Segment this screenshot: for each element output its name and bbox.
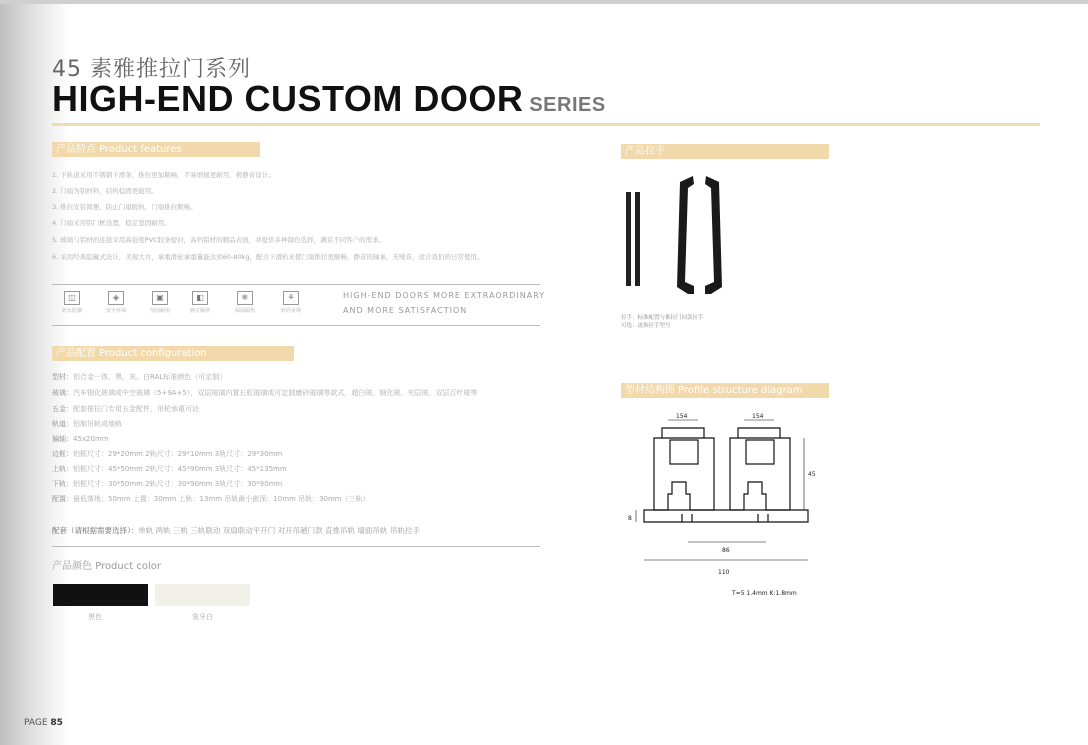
spec-value: 铝框尺寸：45*50mm 2轨尺寸：45*90mm 3轨尺寸：45*135mm	[73, 465, 287, 473]
handle-bracket-right	[705, 176, 722, 294]
feature-icon-label: 时尚美观	[280, 308, 301, 314]
spec-row	[52, 419, 122, 429]
profile-left-outline	[654, 438, 714, 510]
profile-left-top	[662, 428, 704, 438]
profile-right-outline	[730, 438, 790, 510]
feature-item: 3. 推拉安装简便，防止门扇脱轨，门扇推拉顺畅。	[52, 203, 197, 211]
page-title	[52, 78, 606, 120]
feature-icon-label: 保温隔热	[234, 308, 255, 314]
profile-label: 型材结构图 Profile structure diagram	[621, 383, 829, 398]
style-icon: ⚘	[283, 291, 299, 305]
feature-item: 1. 下轨道采用不锈钢下滑条，推拉更加顺畅，不易磨损更耐用，极静音设计。	[52, 171, 275, 179]
page-number: 85	[50, 718, 63, 728]
features-label: 产品特点 Product features	[52, 142, 260, 157]
feature-icon-label: 静音顺滑	[189, 308, 210, 314]
profile-base-grooves	[682, 514, 768, 522]
spec-value: 铝框尺寸：29*20mm 2轨尺寸：29*10mm 3轨尺寸：29*30mm	[73, 450, 283, 458]
feature-icon-item	[182, 291, 218, 314]
slogan-line: HIGH-END DOORS MORE EXTRAORDINARY	[343, 291, 546, 300]
dim-label: 110	[718, 569, 730, 576]
feature-item: 4. 门扇采用铝门框设置，稳定坚固耐用。	[52, 219, 171, 227]
spec-key: 下轨：	[52, 480, 73, 488]
page-label: PAGE	[24, 718, 48, 728]
dim-label: 8	[628, 515, 632, 522]
color-swatch-white	[155, 584, 250, 606]
feature-icon-label: 坚固耐用	[149, 308, 170, 314]
dim-label: 154	[676, 413, 688, 420]
profile-left-channel	[670, 440, 698, 464]
profile-base-track	[644, 510, 808, 522]
feature-icon-item	[54, 291, 90, 314]
spec-value: 最低落地：50mm 上置：30mm 上轨：13mm 吊轨最小嵌深：10mm 吊轨：30mm（三轨）	[73, 495, 370, 503]
title-main: HIGH-END CUSTOM DOOR	[52, 78, 524, 119]
color-title-zh: 产品颜色	[52, 561, 92, 572]
spec-row	[52, 449, 282, 459]
config-label: 产品配置 Product configuration	[52, 346, 294, 361]
feature-icon-label: 安全环保	[105, 308, 126, 314]
handle-illustration	[618, 172, 738, 302]
feature-icon-item	[98, 291, 134, 314]
feature-icon-item	[142, 291, 178, 314]
durable-icon: ▣	[152, 291, 168, 305]
spec-row	[52, 479, 282, 489]
color-swatch-black	[53, 584, 148, 606]
handle-bar-side-left	[626, 192, 631, 286]
page-subtitle: 45 素雅推拉门系列	[52, 57, 251, 82]
pipeline-value: 单轨 两轨 三轨 三轨联动 双扇联动平开门 对开吊趟门款 直推吊轨 墙面吊轨 吊轨拉手	[138, 526, 420, 535]
spec-key: 玻璃：	[52, 389, 73, 397]
color-title	[52, 557, 161, 572]
handle-bar-side-right	[635, 192, 640, 286]
color-swatch-label: 黑色	[88, 613, 102, 621]
spec-value: 铝合金一体，黑、灰、白RAL标准颜色（可定制）	[73, 373, 227, 381]
spec-key: 配置：	[52, 495, 73, 503]
profile-right-channel	[746, 440, 774, 464]
page-footer	[24, 718, 63, 728]
top-edge	[0, 0, 1088, 4]
dim-label: 154	[752, 413, 764, 420]
spec-key: 五金：	[52, 405, 73, 413]
spec-value: 铝制吊轨或地轨	[73, 420, 122, 428]
feature-icon-item	[273, 291, 309, 314]
handle-bracket-left	[677, 176, 694, 294]
dim-label: 45	[808, 471, 816, 478]
color-title-en: Product color	[95, 561, 161, 572]
spec-key: 上轨：	[52, 465, 73, 473]
handle-note: 拉手：标准配置与推拉门同款拉手	[621, 315, 704, 321]
spec-row	[52, 372, 226, 382]
feature-item: 2. 门扇为铝材料，结构稳固更耐用。	[52, 187, 158, 195]
handle-note: 可选：更换拉手型号	[621, 323, 671, 329]
spec-row	[52, 494, 370, 504]
profile-caption: T=5 1.4mm K:1.8mm	[732, 590, 797, 597]
handle-label: 产品拉手	[621, 144, 829, 159]
pipeline-row	[52, 525, 420, 536]
spec-key: 边框：	[52, 450, 73, 458]
title-divider	[52, 123, 1040, 126]
safe-icon: ◈	[108, 291, 124, 305]
quiet-icon: ◧	[192, 291, 208, 305]
title-series: SERIES	[529, 94, 606, 116]
pipeline-key: 配套（请根据需要选择）：	[52, 526, 139, 535]
spec-row	[52, 404, 199, 414]
dim-label: 86	[722, 547, 730, 554]
feature-item: 6. 采用经典隐藏式设计，美观大方，承重滑轮承重量能达到60-80kg，配合下滑轨来使门扇推拉更顺畅，静音的轴承，无噪音，适合我们的日常使用。	[52, 253, 484, 261]
spec-value: 铝框尺寸：30*50mm 2轨尺寸：30*90mm 3轨尺寸：30*90mm	[73, 480, 283, 488]
section-divider	[52, 546, 540, 547]
spec-row	[52, 434, 109, 444]
waterproof-icon: ◫	[64, 291, 80, 305]
profile-right-top	[738, 428, 780, 438]
spec-key: 偏轴：	[52, 435, 73, 443]
spec-row	[52, 464, 287, 474]
feature-icon-item	[227, 291, 263, 314]
color-swatch-label: 象牙白	[192, 613, 213, 621]
slogan-line: AND MORE SATISFACTION	[343, 306, 468, 315]
spec-value: 汽车钢化玻璃或中空玻璃（5+9A+5），双层玻璃内置长虹玻璃或可定制磨砂玻璃等款式，超白玻、钢化玻、夹层玻、双层百叶玻等	[73, 389, 478, 397]
feature-item: 5. 玻璃与铝材的连接采用高强度PVC胶条密封，高档铝材的精品表面，并提供多种颜色选择，满足不同客户的需求。	[52, 236, 386, 244]
feature-icon-label: 防水防潮	[61, 308, 82, 314]
spec-key: 型材：	[52, 373, 73, 381]
profile-diagram	[618, 410, 818, 600]
snowflake-icon: ❄	[237, 291, 253, 305]
spec-key: 轨道：	[52, 420, 73, 428]
spec-value: 45x20mm	[73, 435, 109, 443]
spec-value: 配套推拉门专用五金配件，吊轮承重可达	[73, 405, 199, 413]
spec-row	[52, 388, 477, 398]
